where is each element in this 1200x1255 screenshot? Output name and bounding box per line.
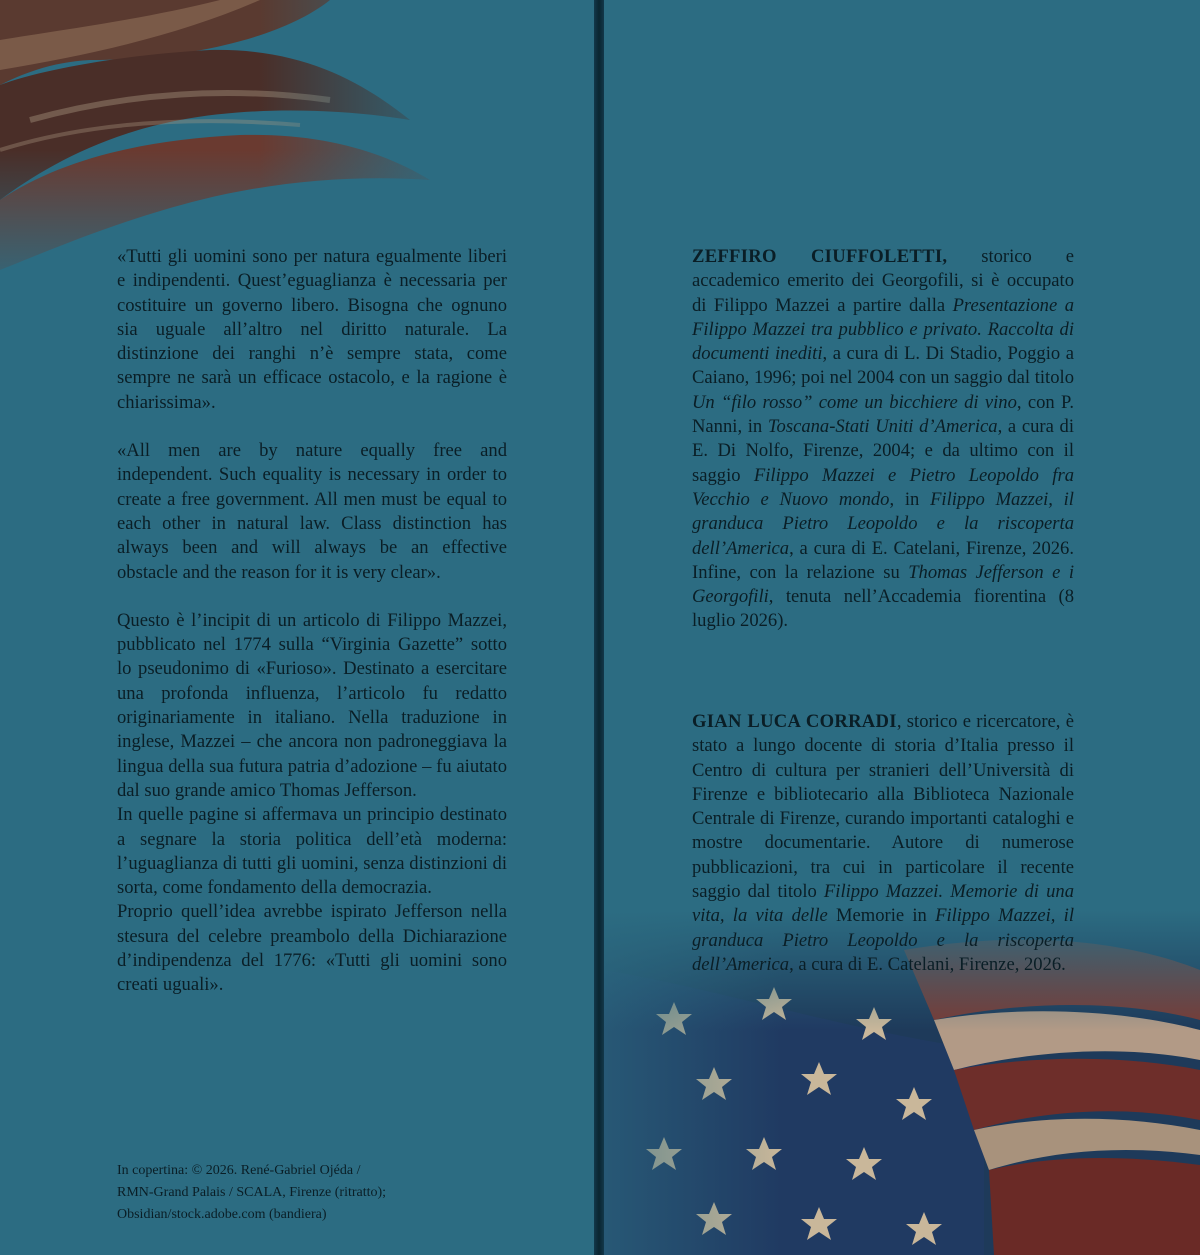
cover-credits	[117, 1160, 417, 1226]
bio-text: , con P. Nanni, in	[692, 391, 1074, 438]
bio-text: , a cura di E. Di Nolfo, Firenze, 2004; e da ultimo con il saggio	[692, 416, 1074, 486]
author-name: ZEFFIRO CIUFFOLETTI,	[692, 246, 948, 267]
intro-paragraph: Questo è l’incipit di un articolo di Filippo Mazzei, pubblicato nel 1774 sulla “Virginia Gazette” sotto lo pseudonimo di «Furioso». Destinato a esercitare una profonda influenza, l’articolo fu redatto originariamente in italiano. Nella traduzione in inglese, Mazzei – che ancora non padroneggiava la lingua della sua futura patria d’adozione – fu aiutato dal suo grande amico Thomas Jefferson.	[117, 609, 507, 801]
credit-line: Obsidian/stock.adobe.com (bandiera)	[117, 1207, 327, 1222]
left-panel	[0, 0, 594, 1255]
left-text-column	[117, 245, 507, 998]
right-panel	[604, 0, 1200, 1255]
book-title: Filippo Mazzei. Memorie di una vita, la vita delle	[692, 881, 1074, 927]
book-title: Filippo Mazzei, il granduca Pietro Leopoldo e la riscoperta dell’America	[692, 905, 1074, 975]
bio-text: Memorie in	[827, 905, 936, 927]
quote-english: «All men are by nature equally free and independent. Such equality is necessary in order to create a free government. All men must be equal to each other in natural law. Class distinction has always been and will always be an effective obstacle and the reason for it is very clear».	[117, 440, 507, 583]
bio-text: , a cura di E. Catelani, Firenze, 2026.	[789, 953, 1066, 975]
book-title: Thomas Jefferson e i Georgofili	[692, 561, 1075, 608]
bio-text: , storico e ricercatore, è stato a lungo docente di storia d’Italia presso il Centro di cultura per stranieri dell’Università di Firenze e bibliotecario alla Biblioteca Nazionale Centrale di Firenze, curando importanti cataloghi e mostre documentarie. Autore di numerose pubblicazioni, tra cui in particolare il recente saggio dal titolo	[692, 711, 1074, 903]
book-title: Un “filo rosso” come un bicchiere di vino	[692, 391, 1017, 413]
bio-corradi	[692, 710, 1074, 977]
declaration-paragraph: Proprio quell’idea avrebbe ispirato Jefferson nella stesura del celebre preambolo della Dichiarazione d’indipendenza del 1776: «Tutti gli uomini sono creati uguali».	[117, 901, 507, 996]
credit-line: RMN-Grand Palais / SCALA, Firenze (ritratto);	[117, 1185, 387, 1200]
bio-text: , tenuta nell’Accademia fiorentina (8 luglio 2026).	[692, 586, 1074, 632]
author-name: GIAN LUCA CORRADI	[692, 711, 897, 732]
book-title: Toscana-Stati Uniti d’America	[767, 416, 998, 438]
credit-line: In copertina: © 2026. René-Gabriel Ojéda /	[117, 1163, 361, 1178]
book-title: Filippo Mazzei, il granduca Pietro Leopoldo e la riscoperta dell’America	[692, 488, 1074, 559]
book-title: Presentazione a Filippo Mazzei tra pubblico e privato. Raccolta di documenti inediti	[692, 294, 1074, 365]
quote-italian: «Tutti gli uomini sono per natura egualmente liberi e indipendenti. Quest’eguaglianza è necessaria per costituire un governo libero. Bisogna che ognuno sia uguale all’altro nel diritto naturale. La distinzione dei ranghi n’è sempre stata, come sempre ne sarà un efficace ostacolo, e la ragione è chiarissima».	[117, 246, 507, 413]
bio-text: storico e accademico emerito dei Georgofili, si è occupato di Filippo Mazzei a partire dalla	[692, 246, 1075, 316]
book-title: Filippo Mazzei e Pietro Leopoldo fra Vecchio e Nuovo mondo	[692, 464, 1074, 510]
bio-text: , a cura di L. Di Stadio, Poggio a Caiano, 1996; poi nel 2004 con un saggio dal titolo	[692, 343, 1074, 389]
principle-paragraph: In quelle pagine si affermava un principio destinato a segnare la storia politica dell’età moderna: l’uguaglianza di tutti gli uomini, senza distinzioni di sorta, come fondamento della democrazia.	[117, 804, 507, 899]
bio-text: , a cura di E. Catelani, Firenze, 2026. Infine, con la relazione su	[692, 537, 1074, 583]
page-fold	[594, 0, 604, 1255]
bio-text: , in	[889, 488, 931, 510]
bio-ciuffoletti	[692, 245, 1074, 634]
